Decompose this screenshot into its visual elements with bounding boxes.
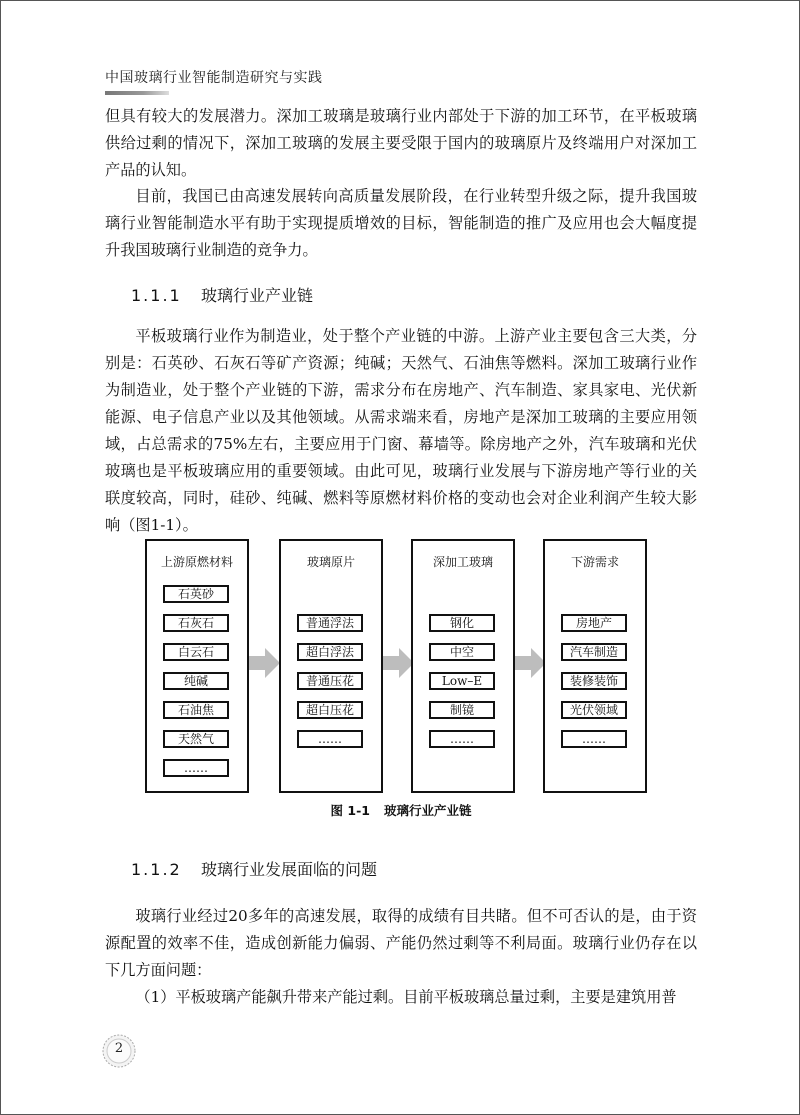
paragraph-text: （1）平板玻璃产能飙升带来产能过剩。目前平板玻璃总量过剩，主要是建筑用普 (135, 988, 677, 1006)
section-heading-1-1-1 (131, 283, 313, 306)
column-title: 深加工玻璃 (432, 555, 493, 569)
figure-item: 钢化 (429, 614, 495, 632)
figure-item: 装修装饰 (561, 672, 627, 690)
figure-item: …… (297, 730, 363, 748)
column-title: 上游原燃材料 (160, 555, 233, 569)
header-rule (105, 91, 169, 95)
figure-item: 天然气 (163, 730, 229, 748)
figure-item: 超白压花 (297, 701, 363, 719)
figure-item: 中空 (429, 643, 495, 661)
paragraph-text: 玻璃行业经过20多年的高速发展，取得的成绩有目共睹。但不可否认的是，由于资源配置的效率不佳，造成创新能力偏弱、产能仍然过剩等不利局面。玻璃行业仍存在以下几方面问题： (105, 907, 697, 979)
section-heading-1-1-2 (131, 857, 377, 880)
figure-item: 制镜 (429, 701, 495, 719)
figure-item: 光伏领域 (561, 701, 627, 719)
paragraph-2 (105, 183, 697, 264)
figure-item: …… (163, 759, 229, 777)
figure-title: 玻璃行业产业链 (383, 803, 472, 818)
arrow-shape (383, 648, 414, 678)
paragraph-text: 目前，我国已由高速发展转向高质量发展阶段，在行业转型升级之际，提升我国玻璃行业智能制造水平有助于实现提质增效的目标，智能制造的推广及应用也会大幅度提升我国玻璃行业制造的竞争力。 (105, 187, 697, 259)
page-number: 2 (114, 1041, 124, 1056)
right-arrow-icon (249, 647, 281, 679)
industry-chain-figure (145, 539, 665, 791)
figure-item: 石油焦 (163, 701, 229, 719)
paragraph-text: 但具有较大的发展潜力。深加工玻璃是玻璃行业内部处于下游的加工环节，在平板玻璃供给过剩的情况下，深加工玻璃的发展主要受限于国内的玻璃原片及终端用户对深加工产品的认知。 (105, 107, 697, 179)
running-header: 中国玻璃行业智能制造研究与实践 (105, 70, 323, 86)
paragraph-text: 平板玻璃行业作为制造业，处于整个产业链的中游。上游产业主要包含三大类，分别是：石英砂、石灰石等矿产资源；纯碱；天然气、石油焦等燃料。深加工玻璃行业作为制造业，处于整个产业链的下游，需求分布在房地产、汽车制造、家具家电、光伏新能源、电子信息产业以及其他领域。从需求端来看，房地产是深加工玻璃的主要应用领域，占总需求的75%左右，主要应用于门窗、幕墙等。除房地产之外，汽车玻璃和光伏玻璃也是平板玻璃应用的重要领域。由此可见，玻璃行业发展与下游房地产等行业的关联度较高，同时，硅砂、纯碱、燃料等原燃材料价格的变动也会对企业利润产生较大影响（图1-1）。 (105, 327, 697, 534)
section-title: 玻璃行业产业链 (201, 286, 314, 305)
figure-column-deep-processing (411, 539, 515, 793)
figure-item: 房地产 (561, 614, 627, 632)
paragraph-3 (105, 323, 697, 539)
figure-item: …… (561, 730, 627, 748)
figure-item: Low–E (429, 672, 495, 690)
section-number: 1.1.1 (131, 286, 182, 305)
section-title: 玻璃行业发展面临的问题 (201, 860, 378, 879)
figure-column-downstream (543, 539, 647, 793)
figure-column-upstream (145, 539, 249, 793)
section-number: 1.1.2 (131, 860, 182, 879)
column-title: 玻璃原片 (306, 555, 355, 569)
figure-column-float-glass (279, 539, 383, 793)
arrow-shape (515, 648, 546, 678)
paragraph-4 (105, 903, 697, 1011)
figure-item: 石灰石 (163, 614, 229, 632)
figure-item: …… (429, 730, 495, 748)
figure-caption (1, 801, 800, 819)
column-title: 下游需求 (570, 555, 619, 569)
figure-item: 白云石 (163, 643, 229, 661)
figure-item: 纯碱 (163, 672, 229, 690)
figure-item: 超白浮法 (297, 643, 363, 661)
figure-item: 汽车制造 (561, 643, 627, 661)
paragraph-1 (105, 103, 697, 184)
figure-item: 普通压花 (297, 672, 363, 690)
figure-item: 石英砂 (163, 585, 229, 603)
figure-number: 图 1-1 (330, 803, 370, 818)
arrow-shape (249, 648, 280, 678)
figure-item: 普通浮法 (297, 614, 363, 632)
